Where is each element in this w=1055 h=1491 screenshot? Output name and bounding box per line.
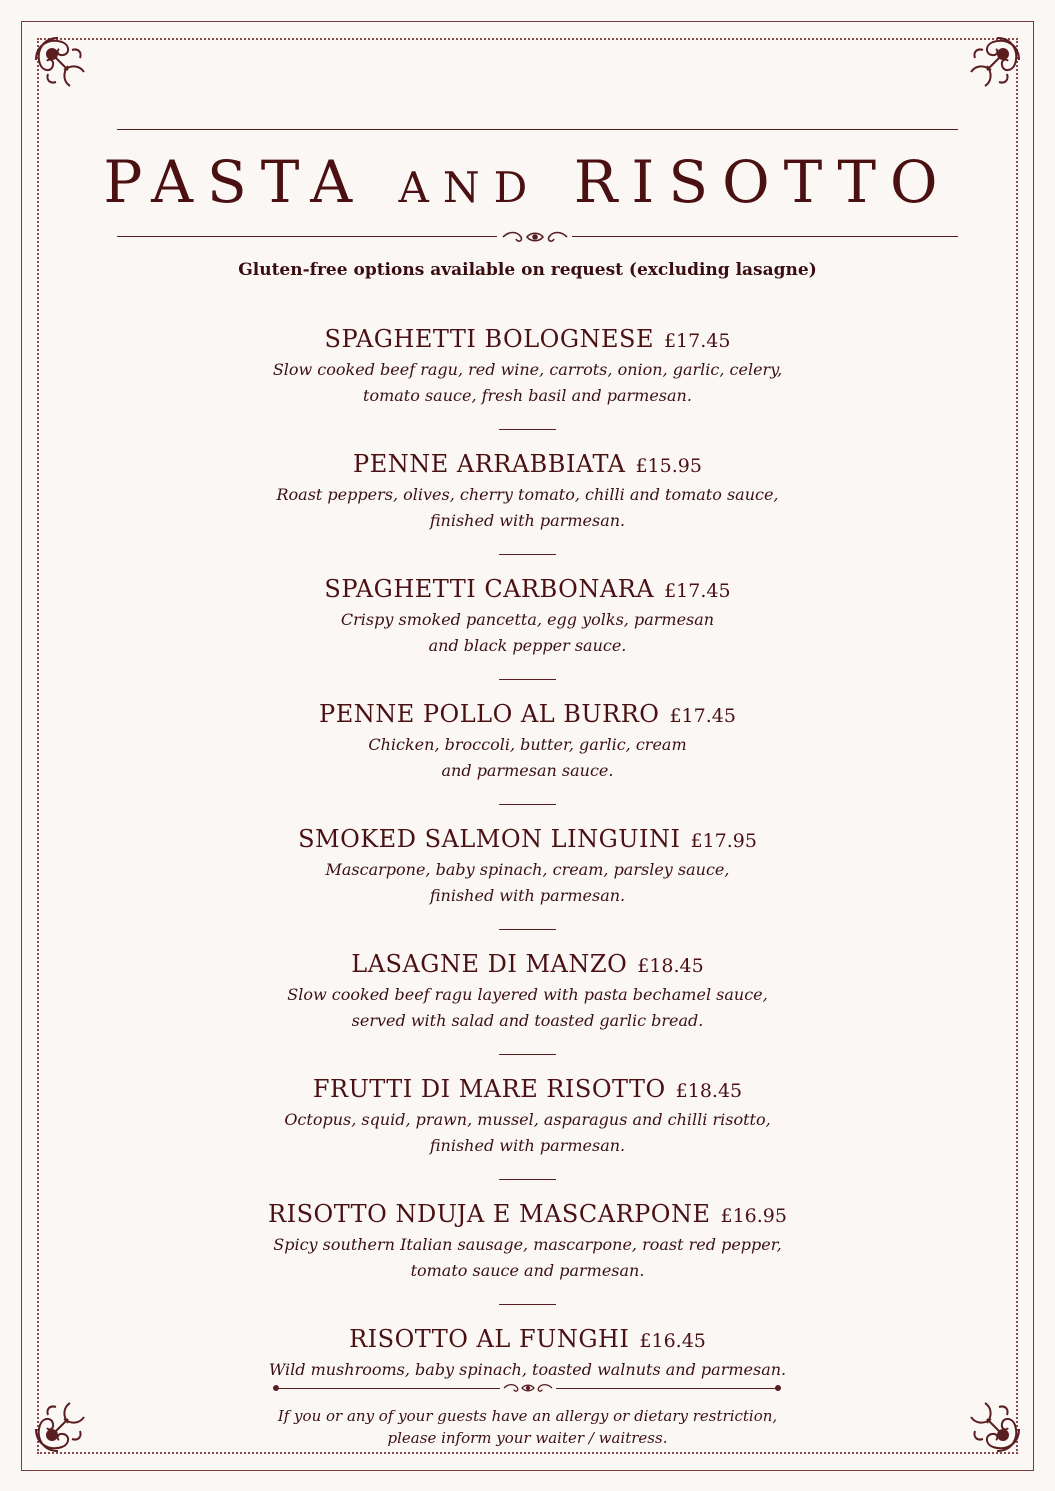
menu-item-name: LASAGNE DI MANZO: [351, 950, 628, 978]
menu-item-name: PENNE ARRABBIATA: [353, 450, 626, 478]
allergy-notice-line-1: If you or any of your guests have an allergy or dietary restriction,: [277, 1407, 778, 1425]
menu-item-name: FRUTTI DI MARE RISOTTO: [312, 1075, 666, 1103]
menu-item-description: served with salad and toasted garlic bread.: [351, 1011, 704, 1030]
menu-item-name: SPAGHETTI CARBONARA: [324, 575, 655, 603]
menu-item-price: £17.45: [664, 580, 731, 602]
title-word-pasta: PASTA: [103, 148, 367, 216]
menu-item-name: RISOTTO AL FUNGHI: [349, 1325, 630, 1353]
menu-item-heading: [0, 1073, 1055, 1107]
menu-item: [0, 1198, 1055, 1284]
menu-item-description: finished with parmesan.: [429, 1136, 626, 1155]
menu-item-description: Chicken, broccoli, butter, garlic, cream: [368, 735, 687, 754]
menu-item-heading: [0, 823, 1055, 857]
menu-item: [0, 573, 1055, 659]
menu-item-description: Spicy southern Italian sausage, mascarpone, roast red pepper,: [273, 1235, 782, 1254]
menu-item: [0, 1073, 1055, 1159]
menu-item-description: Octopus, squid, prawn, mussel, asparagus and chilli risotto,: [284, 1110, 771, 1129]
footer-rule-dot: [273, 1385, 279, 1391]
menu-item: [0, 948, 1055, 1034]
menu-item-description: Mascarpone, baby spinach, cream, parsley sauce,: [325, 860, 730, 879]
menu-item-heading: [0, 948, 1055, 982]
menu-item-name: SMOKED SALMON LINGUINI: [298, 825, 681, 853]
footer-rule-right: [556, 1388, 778, 1389]
item-divider: [499, 679, 556, 680]
scroll-flourish-icon: [501, 1380, 555, 1396]
menu-item-description: tomato sauce, fresh basil and parmesan.: [363, 386, 692, 405]
menu-item-name: RISOTTO NDUJA E MASCARPONE: [268, 1200, 711, 1228]
menu-item-heading: [0, 573, 1055, 607]
page-title: [0, 148, 1055, 216]
menu-item-price: £18.45: [637, 955, 704, 977]
menu-item-description: tomato sauce and parmesan.: [410, 1261, 645, 1280]
menu-item: [0, 1323, 1055, 1383]
menu-item-name: SPAGHETTI BOLOGNESE: [324, 325, 654, 353]
menu-list: [0, 323, 1055, 1383]
menu-item-price: £15.95: [635, 455, 702, 477]
menu-item-description: Slow cooked beef ragu layered with pasta bechamel sauce,: [287, 985, 768, 1004]
header-bottom-rule-right: [572, 236, 958, 237]
menu-item-heading: [0, 1323, 1055, 1357]
menu-item-description: Roast peppers, olives, cherry tomato, chilli and tomato sauce,: [276, 485, 779, 504]
menu-item-description: Crispy smoked pancetta, egg yolks, parmesan: [340, 610, 715, 629]
item-divider: [499, 1179, 556, 1180]
menu-item-price: £17.95: [690, 830, 757, 852]
corner-flourish-icon: [959, 30, 1027, 98]
item-divider: [499, 929, 556, 930]
menu-item-description: Wild mushrooms, baby spinach, toasted walnuts and parmesan.: [268, 1360, 787, 1379]
menu-item-heading: [0, 1198, 1055, 1232]
menu-item: [0, 323, 1055, 409]
item-divider: [499, 429, 556, 430]
title-word-risotto: RISOTTO: [573, 148, 952, 216]
menu-item-heading: [0, 323, 1055, 357]
menu-item: [0, 698, 1055, 784]
menu-item-heading: [0, 448, 1055, 482]
title-word-and: AND: [398, 163, 542, 212]
header-top-rule: [117, 129, 958, 130]
item-divider: [499, 1304, 556, 1305]
menu-item-price: £18.45: [675, 1080, 743, 1102]
menu-item-description: finished with parmesan.: [429, 886, 626, 905]
allergy-notice: [0, 1405, 1055, 1449]
footer-rule-left: [276, 1388, 500, 1389]
menu-item-description: and black pepper sauce.: [428, 636, 627, 655]
gluten-free-note: Gluten-free options available on request (excluding lasagne): [238, 260, 817, 280]
menu-item-description: and parmesan sauce.: [441, 761, 614, 780]
corner-flourish-icon: [28, 30, 96, 98]
scroll-flourish-icon: [499, 228, 571, 246]
allergy-notice-line-2: please inform your waiter / waitress.: [387, 1429, 668, 1447]
menu-item-description: Slow cooked beef ragu, red wine, carrots, onion, garlic, celery,: [272, 360, 783, 379]
item-divider: [499, 1054, 556, 1055]
item-divider: [499, 804, 556, 805]
menu-item-price: £16.95: [720, 1205, 787, 1227]
menu-item-price: £16.45: [639, 1330, 706, 1352]
menu-item-price: £17.45: [669, 705, 736, 727]
menu-item: [0, 448, 1055, 534]
menu-item-name: PENNE POLLO AL BURRO: [319, 700, 660, 728]
footer-rule-dot: [775, 1385, 781, 1391]
menu-item-heading: [0, 698, 1055, 732]
header-bottom-rule-left: [117, 236, 497, 237]
menu-item-price: £17.45: [663, 330, 731, 352]
menu-item: [0, 823, 1055, 909]
item-divider: [499, 554, 556, 555]
menu-item-description: finished with parmesan.: [429, 511, 626, 530]
